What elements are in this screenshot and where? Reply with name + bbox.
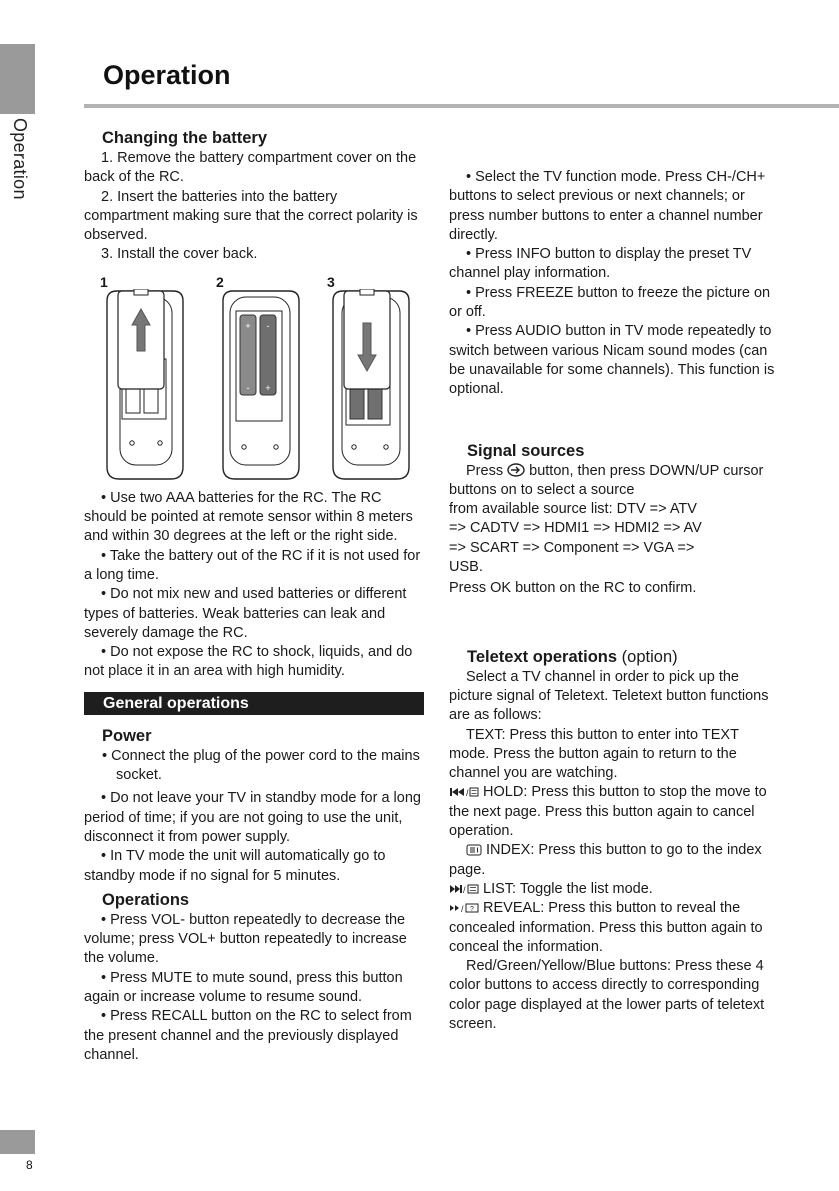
operations-item-5: • Press INFO button to display the preset TV channel play information.: [449, 246, 752, 282]
operations-item-7: • Press AUDIO button in TV mode repeatedly to switch between various Nicam sound modes (can be unavailable for some channels). This function is optional.: [449, 323, 775, 398]
svg-text:-: -: [266, 320, 270, 331]
battery-note-4: • Do not expose the RC to shock, liquids, and do not place it in an area with high humidity.: [84, 644, 413, 680]
operations-item-1: • Press VOL- button repeatedly to decrease the volume; press VOL+ button repeatedly to increase the volume.: [84, 911, 407, 967]
teletext-index: INDEX: Press this button to go to the index page.: [449, 842, 762, 878]
battery-heading: Changing the battery: [102, 129, 268, 147]
svg-text:+: +: [245, 320, 251, 331]
operations-item-2: • Press MUTE to mute sound, press this button again or increase volume to resume sound.: [84, 969, 403, 1006]
teletext-list: / LIST: Toggle the list mode.: [449, 880, 779, 899]
source-button-icon: [507, 463, 525, 477]
battery-note-1: • Use two AAA batteries for the RC. The RC should be pointed at remote sensor within 8 meters and within 30 degrees at the left or the right side.: [84, 489, 413, 545]
hold-button-icon: [449, 786, 479, 798]
svg-text:/: /: [463, 884, 466, 895]
remote-cover-removal-illustration: [104, 289, 186, 481]
figure-label-3: 3: [327, 273, 335, 290]
right-column: [449, 168, 779, 1034]
operations-heading: Operations: [102, 890, 190, 909]
svg-text:?: ?: [470, 906, 474, 914]
signal-instruction: Press button, then press DOWN/UP cursor buttons on to select a source: [449, 462, 764, 498]
battery-step-3: 3. Install the cover back.: [101, 246, 258, 263]
operations-item-4: • Select the TV function mode. Press CH-/CH+ buttons to select previous or next channels; or press number buttons to enter a channel number directly.: [449, 169, 766, 243]
left-column: [84, 127, 424, 1065]
teletext-reveal: / ? REVEAL: Press this button to reveal the concealed information. Press this button again to conceal the information.: [449, 900, 763, 955]
teletext-heading: Teletext operations (option): [467, 647, 678, 666]
svg-text:+: +: [265, 382, 271, 393]
reveal-button-icon: [449, 902, 479, 914]
remote-cover-install-illustration: [330, 289, 412, 481]
battery-figure: [84, 273, 424, 485]
index-button-icon: [466, 844, 482, 856]
signal-sources-heading: Signal sources: [467, 441, 585, 460]
source-list-line-1: from available source list: DTV => ATV: [449, 501, 697, 518]
operations-item-3: • Press RECALL button on the RC to select from the present channel and the previously displayed channel.: [84, 1008, 412, 1063]
power-item-1: • Connect the plug of the power cord to the mains socket.: [102, 747, 420, 784]
source-list-line-3: => SCART => Component => VGA =>: [449, 539, 695, 556]
teletext-intro: Select a TV channel in order to pick up the picture signal of Teletext. Teletext button functions are as follows:: [449, 668, 769, 724]
signal-confirm: Press OK button on the RC to confirm.: [449, 580, 697, 597]
general-operations-banner: General operations: [84, 692, 424, 715]
svg-text:/: /: [466, 788, 469, 799]
remote-batteries-inserted-illustration: [220, 289, 302, 481]
operations-item-6: • Press FREEZE button to freeze the picture on or off.: [449, 284, 771, 321]
power-item-3: • In TV mode the unit will automatically go to standby mode if no signal for 5 minutes.: [84, 848, 386, 884]
page-number: 8: [26, 1158, 33, 1172]
power-item-2: • Do not leave your TV in standby mode for a long period of time; if you are not going to use the unit, disconnect it from power supply.: [84, 790, 421, 845]
figure-label-1: 1: [100, 273, 108, 290]
power-heading: Power: [102, 726, 152, 745]
figure-label-2: 2: [216, 273, 224, 290]
battery-note-3: • Do not mix new and used batteries or different types of batteries. Weak batteries can leak and severely damage the RC.: [84, 586, 407, 641]
svg-text:/: /: [461, 904, 464, 915]
battery-note-2: • Take the battery out of the RC if it is not used for a long time.: [84, 547, 421, 583]
teletext-text-button: TEXT: Press this button to enter into TEXT mode. Press the button again to return to the channel you are watching.: [449, 726, 739, 782]
side-label: Operation: [10, 118, 30, 200]
list-button-icon: [449, 883, 479, 895]
source-list-line-2: => CADTV => HDMI1 => HDMI2 => AV: [449, 520, 702, 537]
teletext-color-buttons: Red/Green/Yellow/Blue buttons: Press these 4 color buttons to access directly to corresponding color page displayed at the lower parts of teletext screen.: [449, 958, 765, 1032]
page-number-marker: [0, 1130, 35, 1154]
side-tab-marker: [0, 44, 35, 114]
battery-step-2: 2. Insert the batteries into the battery compartment making sure that the correct polarity is observed.: [84, 188, 418, 244]
source-list-line-4: USB.: [449, 559, 483, 576]
page-title: Operation: [103, 60, 231, 90]
svg-text:-: -: [246, 382, 250, 393]
battery-step-1: 1. Remove the battery compartment cover on the back of the RC.: [84, 150, 417, 186]
teletext-hold: / HOLD: Press this button to stop the move to the next page. Press this button again to cancel operation.: [449, 784, 767, 840]
title-divider: [84, 104, 839, 108]
